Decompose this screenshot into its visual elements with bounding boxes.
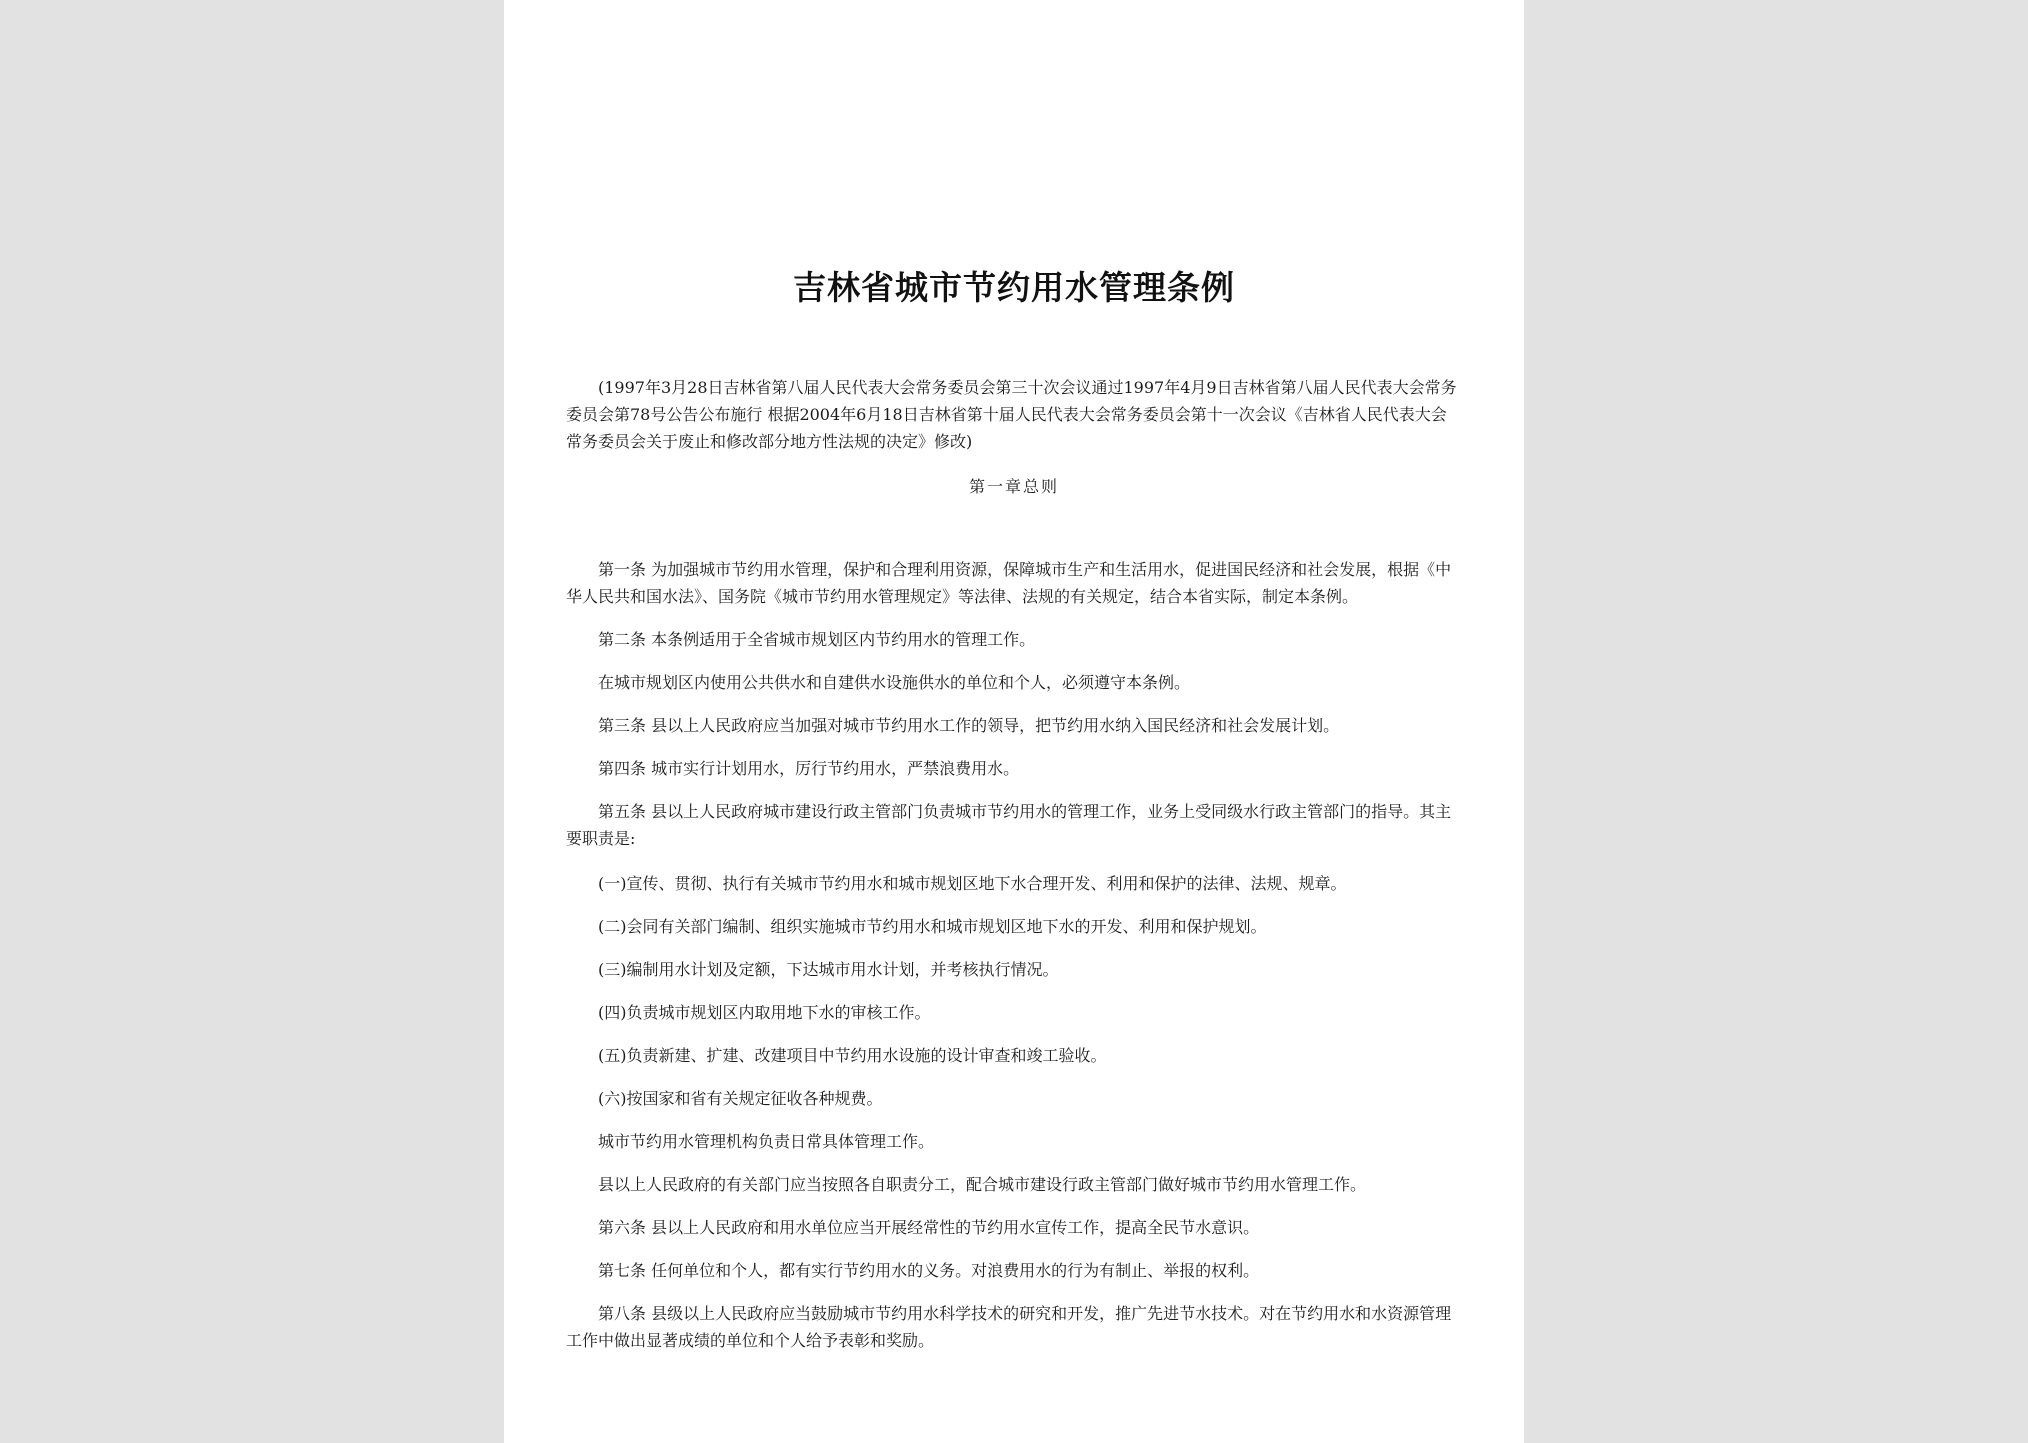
paragraph-article-7: 第七条 任何单位和个人，都有实行节约用水的义务。对浪费用水的行为有制止、举报的权利。 (598, 1261, 1260, 1280)
paragraph-article-3: 第三条 县以上人民政府应当加强对城市节约用水工作的领导，把节约用水纳入国民经济和社会发展计划。 (598, 716, 1340, 735)
list-item-duty-6: (六)按国家和省有关规定征收各种规费。 (598, 1089, 883, 1108)
preamble: (1997年3月28日吉林省第八届人民代表大会常务委员会第三十次会议通过1997年4月9日吉林省第八届人民代表大会常务委员会第78号公告公布施行 根据2004年6月18日吉林省第十届人民代表大会常务委员会第十一次会议《吉林省人民代表大会常务委员会关于废止和修改部分地方性法规的决定》修改) (566, 378, 1457, 451)
list-item-duty-4: (四)负责城市规划区内取用地下水的审核工作。 (598, 1003, 931, 1022)
paragraph-article-2-scope: 在城市规划区内使用公共供水和自建供水设施供水的单位和个人，必须遵守本条例。 (598, 673, 1191, 692)
paragraph-article-5: 第五条 县以上人民政府城市建设行政主管部门负责城市节约用水的管理工作，业务上受同级水行政主管部门的指导。其主要职责是: (566, 802, 1452, 848)
chapter-heading: 第一章总则 (968, 477, 1059, 496)
paragraph-management-body: 城市节约用水管理机构负责日常具体管理工作。 (598, 1132, 935, 1151)
list-item-duty-2: (二)会同有关部门编制、组织实施城市节约用水和城市规划区地下水的开发、利用和保护规划。 (598, 917, 1267, 936)
paragraph-article-8: 第八条 县级以上人民政府应当鼓励城市节约用水科学技术的研究和开发，推广先进节水技术。对在节约用水和水资源管理工作中做出显著成绩的单位和个人给予表彰和奖励。 (566, 1304, 1452, 1350)
list-item-duty-3: (三)编制用水计划及定额，下达城市用水计划，并考核执行情况。 (598, 960, 1059, 979)
document-page (504, 0, 1524, 1443)
paragraph-department-cooperation: 县以上人民政府的有关部门应当按照各自职责分工，配合城市建设行政主管部门做好城市节约用水管理工作。 (598, 1175, 1367, 1194)
paragraph-article-6: 第六条 县以上人民政府和用水单位应当开展经常性的节约用水宣传工作，提高全民节水意识。 (598, 1218, 1260, 1237)
list-item-duty-1: (一)宣传、贯彻、执行有关城市节约用水和城市规划区地下水合理开发、利用和保护的法律、法规、规章。 (598, 874, 1347, 893)
paragraph-article-2: 第二条 本条例适用于全省城市规划区内节约用水的管理工作。 (598, 630, 1036, 649)
list-item-duty-5: (五)负责新建、扩建、改建项目中节约用水设施的设计审查和竣工验收。 (598, 1046, 1107, 1065)
paragraph-article-1: 第一条 为加强城市节约用水管理，保护和合理利用资源，保障城市生产和生活用水，促进国民经济和社会发展，根据《中华人民共和国水法》、国务院《城市节约用水管理规定》等法律、法规的有关规定，结合本省实际，制定本条例。 (566, 560, 1452, 606)
document-title: 吉林省城市节约用水管理条例 (793, 268, 1235, 307)
paragraph-article-4: 第四条 城市实行计划用水，厉行节约用水，严禁浪费用水。 (598, 759, 1020, 778)
